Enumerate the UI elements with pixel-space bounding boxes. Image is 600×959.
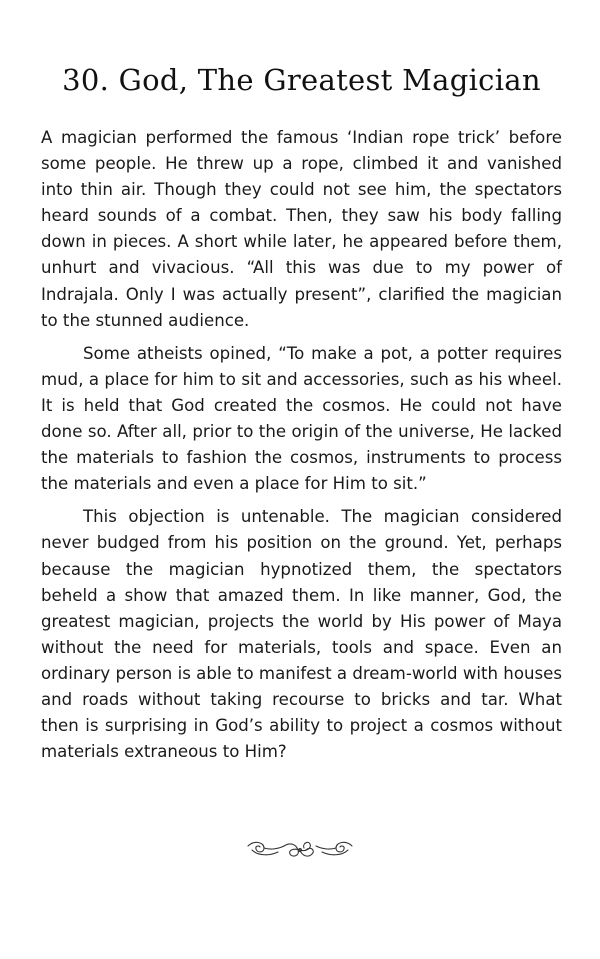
paragraph-3: This objection is untenable. The magician considered never budged from his position on the ground. Yet, perhaps because the magician hypnotized them, the spectators beheld a show that amazed them. In like manner, God, the greatest magician, projects the world by His power of Maya without the need for materials, tools and space. Even an ordinary person is able to manifest a dream-world with houses and roads without taking recourse to bricks and tar. What then is surprising in God’s ability to project a cosmos without materials extraneous to Him? [41,507,562,762]
chapter-title: 30. God, The Greatest Magician [62,63,541,97]
paragraph-2: Some atheists opined, “To make a pot, a potter requires mud, a place for him to sit and accessories, such as his wheel. It is held that God created the cosmos. He could not have done so. After all, prior to the origin of the universe, He lacked the materials to fashion the cosmos, instruments to process the materials and even a place for Him to sit.” [41,343,562,494]
paragraph-1: A magician performed the famous ‘Indian rope trick’ before some people. He threw up a rope, climbed it and vanished into thin air. Though they could not see him, the spectators heard sounds of a combat. Then, they saw his body falling down in pieces. A short while later, he appeared before them, unhurt and vivacious. “All this was due to my power of Indrajala. Only I was actually present”, clarified the magician to the stunned audience. [41,128,562,330]
flourish-divider-icon [244,836,356,864]
chapter-body [41,125,562,765]
